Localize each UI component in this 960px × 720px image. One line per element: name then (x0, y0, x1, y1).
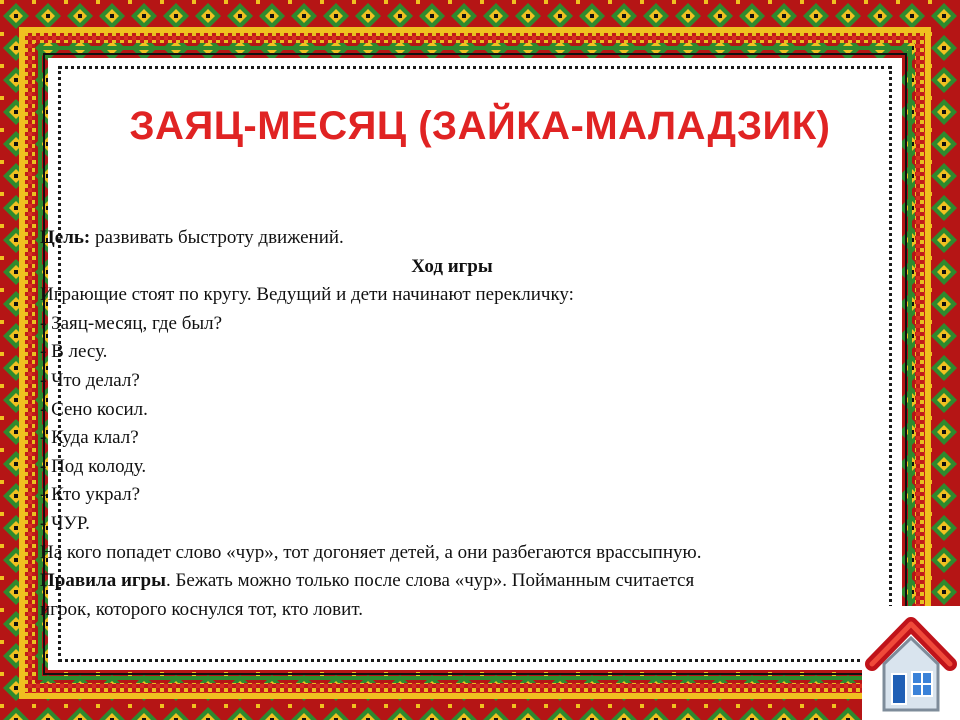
rules-line (40, 567, 900, 596)
dialogue-line: - Сено косил. (40, 398, 148, 420)
dialogue-line: - Кто украл? (40, 484, 141, 506)
body-line: Играющие стоят по кругу. Ведущий и дети начинают перекличку: (40, 284, 574, 306)
rules-text: . Бежать можно только после слова «чур». Пойманным считается (165, 570, 695, 592)
goal-text: развивать быстроту движений. (90, 227, 344, 248)
rules-continuation: игрок, которого коснулся тот, кто ловит. (40, 598, 363, 620)
goal-label: Цель: (40, 227, 91, 248)
dialogue-line: - Заяц-месяц, где был? (40, 312, 223, 334)
slide-body (40, 224, 900, 624)
rules-label: Правила игры (40, 570, 166, 592)
subheading: Ход игры (411, 255, 493, 277)
slide-title: ЗАЯЦ-МЕСЯЦ (ЗАЙКА-МАЛАДЗИК) (129, 104, 831, 148)
dialogue-line: - ЧУР. (40, 512, 90, 534)
body-line: На кого попадет слово «чур», тот догоняет детей, а они разбегаются врассыпную. (40, 541, 702, 563)
dialogue-line: - В лесу. (40, 341, 108, 363)
dialogue-line: - Под колоду. (40, 455, 147, 477)
dialogue-line: - Что делал? (40, 369, 140, 391)
dialogue-line: - Куда клал? (40, 427, 139, 449)
home-icon[interactable] (862, 606, 960, 720)
goal-line (40, 224, 900, 253)
